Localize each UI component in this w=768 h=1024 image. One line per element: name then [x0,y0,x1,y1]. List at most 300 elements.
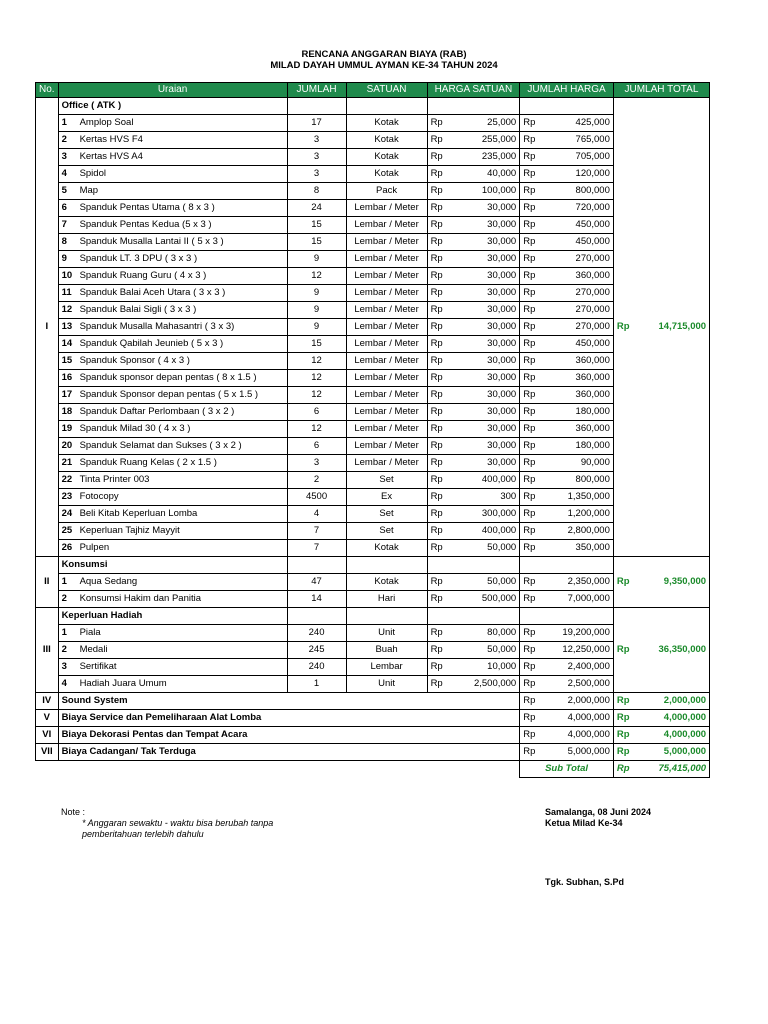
amount-currency: Rp [520,200,539,217]
item-price: 30,000 [446,353,520,370]
amount-currency: Rp [520,540,539,557]
col-header-jumlah: JUMLAH [287,83,346,98]
item-price: 500,000 [446,591,520,608]
section-roman: VII [36,744,59,761]
item-number: 7 [61,219,67,230]
amount-currency: Rp [520,302,539,319]
price-currency: Rp [427,506,446,523]
section-roman: III [36,608,59,693]
item-price: 400,000 [446,472,520,489]
item-name: Piala [79,627,101,638]
item-price: 30,000 [446,234,520,251]
item-price: 30,000 [446,251,520,268]
item-price: 40,000 [446,166,520,183]
item-unit: Unit [346,625,427,642]
amount-currency: Rp [520,268,539,285]
item-unit: Lembar / Meter [346,251,427,268]
amount-currency: Rp [520,659,539,676]
item-name: Spanduk Sponsor ( 4 x 3 ) [79,355,190,366]
item-amount: 2,500,000 [538,676,613,693]
item-qty: 15 [287,234,346,251]
item-unit: Hari [346,591,427,608]
item-amount: 270,000 [538,285,613,302]
price-currency: Rp [427,166,446,183]
table-row [36,132,710,149]
item-price: 400,000 [446,523,520,540]
item-number: 6 [61,202,67,213]
single-cost-row [36,727,710,744]
item-number: 10 [61,270,73,281]
table-row [36,540,710,557]
section-title: Biaya Cadangan/ Tak Terduga [58,744,520,761]
item-description [58,625,287,642]
amount-currency: Rp [520,710,539,727]
item-unit: Lembar / Meter [346,370,427,387]
item-number: 20 [61,440,73,451]
item-price: 30,000 [446,387,520,404]
price-currency: Rp [427,149,446,166]
amount-currency: Rp [520,676,539,693]
empty-cell [287,608,346,625]
price-currency: Rp [427,574,446,591]
item-number: 1 [61,117,67,128]
item-price: 300,000 [446,506,520,523]
item-unit: Set [346,506,427,523]
table-row [36,234,710,251]
empty-cell [520,608,614,625]
item-price: 50,000 [446,540,520,557]
item-name: Pulpen [79,542,110,553]
item-description [58,540,287,557]
total-currency: Rp [613,710,632,727]
item-description [58,319,287,336]
price-currency: Rp [427,625,446,642]
item-unit: Lembar / Meter [346,268,427,285]
item-name: Spanduk sponsor depan pentas ( 8 x 1.5 ) [79,372,257,383]
item-qty: 6 [287,438,346,455]
item-qty: 240 [287,625,346,642]
item-qty: 9 [287,302,346,319]
item-name: Spanduk Pentas Kedua (5 x 3 ) [79,219,212,230]
item-name: Keperluan Tajhiz Mayyit [79,525,180,536]
row-total: 5,000,000 [633,744,710,761]
item-name: Hadiah Juara Umum [79,678,167,689]
amount-currency: Rp [520,234,539,251]
row-amount: 4,000,000 [538,710,613,727]
item-amount: 270,000 [538,251,613,268]
item-price: 30,000 [446,302,520,319]
table-header-row [36,83,710,98]
item-unit: Ex [346,489,427,506]
item-qty: 2 [287,472,346,489]
item-unit: Kotak [346,540,427,557]
table-row [36,404,710,421]
item-amount: 360,000 [538,353,613,370]
table-row [36,251,710,268]
empty-cell [427,98,520,115]
item-amount: 765,000 [538,132,613,149]
item-number: 17 [61,389,73,400]
item-price: 255,000 [446,132,520,149]
item-description [58,421,287,438]
item-price: 100,000 [446,183,520,200]
item-amount: 800,000 [538,183,613,200]
item-price: 30,000 [446,200,520,217]
price-currency: Rp [427,183,446,200]
item-description [58,370,287,387]
item-amount: 350,000 [538,540,613,557]
single-cost-row [36,693,710,710]
section-header-row [36,557,710,574]
item-description [58,506,287,523]
section-total: 36,350,000 [633,608,710,693]
item-price: 30,000 [446,455,520,472]
amount-currency: Rp [520,319,539,336]
table-row [36,149,710,166]
amount-currency: Rp [520,387,539,404]
item-number: 22 [61,474,73,485]
col-header-no: No. [36,83,59,98]
price-currency: Rp [427,404,446,421]
amount-currency: Rp [520,438,539,455]
table-row [36,353,710,370]
item-amount: 450,000 [538,234,613,251]
item-name: Spanduk LT. 3 DPU ( 3 x 3 ) [79,253,198,264]
section-roman: IV [36,693,59,710]
section-roman: II [36,557,59,608]
section-total-currency: Rp [613,557,632,608]
section-title: Office ( ATK ) [58,98,287,115]
empty-cell [287,557,346,574]
amount-currency: Rp [520,472,539,489]
price-currency: Rp [427,489,446,506]
item-qty: 9 [287,285,346,302]
price-currency: Rp [427,336,446,353]
price-currency: Rp [427,353,446,370]
item-number: 11 [61,287,72,298]
item-unit: Lembar / Meter [346,319,427,336]
item-number: 2 [61,134,67,145]
item-unit: Lembar / Meter [346,353,427,370]
item-number: 25 [61,525,73,536]
item-price: 30,000 [446,268,520,285]
item-price: 30,000 [446,404,520,421]
amount-currency: Rp [520,149,539,166]
table-row [36,336,710,353]
table-row [36,183,710,200]
table-row [36,370,710,387]
table-row [36,438,710,455]
price-currency: Rp [427,200,446,217]
item-amount: 705,000 [538,149,613,166]
table-row [36,523,710,540]
item-unit: Set [346,523,427,540]
item-unit: Kotak [346,149,427,166]
item-description [58,200,287,217]
item-qty: 7 [287,540,346,557]
table-row [36,200,710,217]
item-qty: 245 [287,642,346,659]
price-currency: Rp [427,540,446,557]
item-amount: 450,000 [538,217,613,234]
item-description [58,387,287,404]
item-number: 12 [61,304,73,315]
item-amount: 360,000 [538,421,613,438]
item-qty: 12 [287,387,346,404]
item-description [58,659,287,676]
empty-cell [346,557,427,574]
col-header-harga-satuan: HARGA SATUAN [427,83,520,98]
item-amount: 1,200,000 [538,506,613,523]
price-currency: Rp [427,472,446,489]
amount-currency: Rp [520,523,539,540]
item-name: Spanduk Ruang Guru ( 4 x 3 ) [79,270,207,281]
item-description [58,455,287,472]
price-currency: Rp [427,370,446,387]
item-amount: 720,000 [538,200,613,217]
subtotal-currency: Rp [613,761,632,778]
item-qty: 12 [287,370,346,387]
table-row [36,302,710,319]
section-title: Keperluan Hadiah [58,608,287,625]
row-total: 4,000,000 [633,727,710,744]
item-number: 2 [61,593,67,604]
item-name: Spidol [79,168,106,179]
item-name: Amplop Soal [79,117,134,128]
item-number: 13 [61,321,73,332]
item-name: Spanduk Musalla Lantai II ( 5 x 3 ) [79,236,224,247]
section-total: 9,350,000 [633,557,710,608]
amount-currency: Rp [520,336,539,353]
amount-currency: Rp [520,506,539,523]
empty-cell [427,608,520,625]
item-description [58,489,287,506]
item-number: 5 [61,185,67,196]
item-qty: 14 [287,591,346,608]
item-description [58,251,287,268]
price-currency: Rp [427,387,446,404]
item-qty: 6 [287,404,346,421]
item-number: 3 [61,661,67,672]
price-currency: Rp [427,642,446,659]
amount-currency: Rp [520,251,539,268]
amount-currency: Rp [520,455,539,472]
amount-currency: Rp [520,404,539,421]
item-name: Tinta Printer 003 [79,474,150,485]
row-total: 2,000,000 [633,693,710,710]
item-qty: 15 [287,217,346,234]
table-row [36,319,710,336]
table-row [36,166,710,183]
item-name: Sertifikat [79,661,117,672]
price-currency: Rp [427,302,446,319]
item-description [58,166,287,183]
item-price: 25,000 [446,115,520,132]
item-unit: Kotak [346,166,427,183]
empty-cell [346,608,427,625]
item-amount: 19,200,000 [538,625,613,642]
item-price: 235,000 [446,149,520,166]
item-unit: Lembar / Meter [346,285,427,302]
item-qty: 12 [287,421,346,438]
item-unit: Buah [346,642,427,659]
item-description [58,302,287,319]
subtotal-row [36,761,710,778]
item-name: Kertas HVS F4 [79,134,143,145]
col-header-jumlah-total: JUMLAH TOTAL [613,83,709,98]
price-currency: Rp [427,251,446,268]
item-price: 30,000 [446,370,520,387]
item-number: 21 [61,457,73,468]
table-row [36,115,710,132]
item-unit: Lembar / Meter [346,302,427,319]
signature-name: Tgk. Subhan, S.Pd [545,877,625,887]
note-line-2: pemberitahuan terlebih dahulu [82,829,204,839]
price-currency: Rp [427,132,446,149]
item-price: 50,000 [446,642,520,659]
item-price: 30,000 [446,319,520,336]
item-name: Spanduk Daftar Perlombaan ( 3 x 2 ) [79,406,235,417]
item-name: Spanduk Pentas Utama ( 8 x 3 ) [79,202,215,213]
item-unit: Lembar / Meter [346,217,427,234]
empty-cell [287,98,346,115]
subtotal-label: Sub Total [520,761,614,778]
item-description [58,353,287,370]
item-amount: 360,000 [538,370,613,387]
table-row [36,472,710,489]
item-description [58,234,287,251]
item-amount: 270,000 [538,319,613,336]
empty-cell [520,98,614,115]
amount-currency: Rp [520,693,539,710]
table-row [36,268,710,285]
item-description [58,642,287,659]
note-label: Note : [61,807,86,817]
item-amount: 120,000 [538,166,613,183]
item-unit: Lembar [346,659,427,676]
price-currency: Rp [427,234,446,251]
amount-currency: Rp [520,370,539,387]
item-number: 15 [61,355,73,366]
col-header-satuan: SATUAN [346,83,427,98]
col-header-uraian: Uraian [58,83,287,98]
amount-currency: Rp [520,625,539,642]
table-row [36,506,710,523]
table-row [36,421,710,438]
item-description [58,676,287,693]
item-number: 4 [61,168,67,179]
item-amount: 180,000 [538,438,613,455]
price-currency: Rp [427,438,446,455]
empty-cell [427,557,520,574]
item-qty: 3 [287,455,346,472]
item-name: Spanduk Balai Aceh Utara ( 3 x 3 ) [79,287,226,298]
item-amount: 425,000 [538,115,613,132]
item-number: 1 [61,576,67,587]
table-row [36,285,710,302]
item-description [58,574,287,591]
item-price: 30,000 [446,217,520,234]
item-qty: 4500 [287,489,346,506]
item-number: 26 [61,542,73,553]
item-amount: 7,000,000 [538,591,613,608]
total-currency: Rp [613,727,632,744]
item-description [58,268,287,285]
item-description [58,285,287,302]
item-unit: Lembar / Meter [346,200,427,217]
item-unit: Lembar / Meter [346,438,427,455]
section-roman: V [36,710,59,727]
section-title: Konsumsi [58,557,287,574]
item-qty: 9 [287,319,346,336]
item-price: 10,000 [446,659,520,676]
item-amount: 90,000 [538,455,613,472]
price-currency: Rp [427,676,446,693]
item-qty: 3 [287,149,346,166]
subtotal-value: 75,415,000 [633,761,710,778]
amount-currency: Rp [520,132,539,149]
amount-currency: Rp [520,353,539,370]
item-number: 1 [61,627,67,638]
item-name: Spanduk Sponsor depan pentas ( 5 x 1.5 ) [79,389,259,400]
item-qty: 1 [287,676,346,693]
document-subtitle: MILAD DAYAH UMMUL AYMAN KE-34 TAHUN 2024 [270,60,498,71]
item-amount: 2,400,000 [538,659,613,676]
item-qty: 12 [287,268,346,285]
section-header-row [36,98,710,115]
item-description [58,183,287,200]
table-row [36,455,710,472]
item-number: 23 [61,491,73,502]
item-price: 30,000 [446,438,520,455]
item-description [58,523,287,540]
table-row [36,591,710,608]
price-currency: Rp [427,591,446,608]
table-row [36,574,710,591]
amount-currency: Rp [520,285,539,302]
single-cost-row [36,744,710,761]
item-name: Map [79,185,99,196]
item-description [58,472,287,489]
item-number: 14 [61,338,73,349]
section-header-row [36,608,710,625]
item-amount: 450,000 [538,336,613,353]
table-row [36,659,710,676]
item-name: Spanduk Selamat dan Sukses ( 3 x 2 ) [79,440,242,451]
item-price: 80,000 [446,625,520,642]
item-unit: Pack [346,183,427,200]
item-price: 30,000 [446,336,520,353]
col-header-jumlah-harga: JUMLAH HARGA [520,83,614,98]
item-qty: 240 [287,659,346,676]
item-description [58,217,287,234]
document-title: RENCANA ANGGARAN BIAYA (RAB) [301,49,467,60]
table-row [36,489,710,506]
item-description [58,591,287,608]
amount-currency: Rp [520,727,539,744]
section-total: 14,715,000 [633,98,710,557]
amount-currency: Rp [520,489,539,506]
signature-place-date: Samalanga, 08 Juni 2024 [545,807,652,817]
section-title: Biaya Service dan Pemeliharaan Alat Lomba [58,710,520,727]
item-number: 4 [61,678,67,689]
table-row [36,217,710,234]
amount-currency: Rp [520,115,539,132]
item-qty: 4 [287,506,346,523]
item-qty: 12 [287,353,346,370]
section-total-currency: Rp [613,98,632,557]
empty-cell [346,98,427,115]
